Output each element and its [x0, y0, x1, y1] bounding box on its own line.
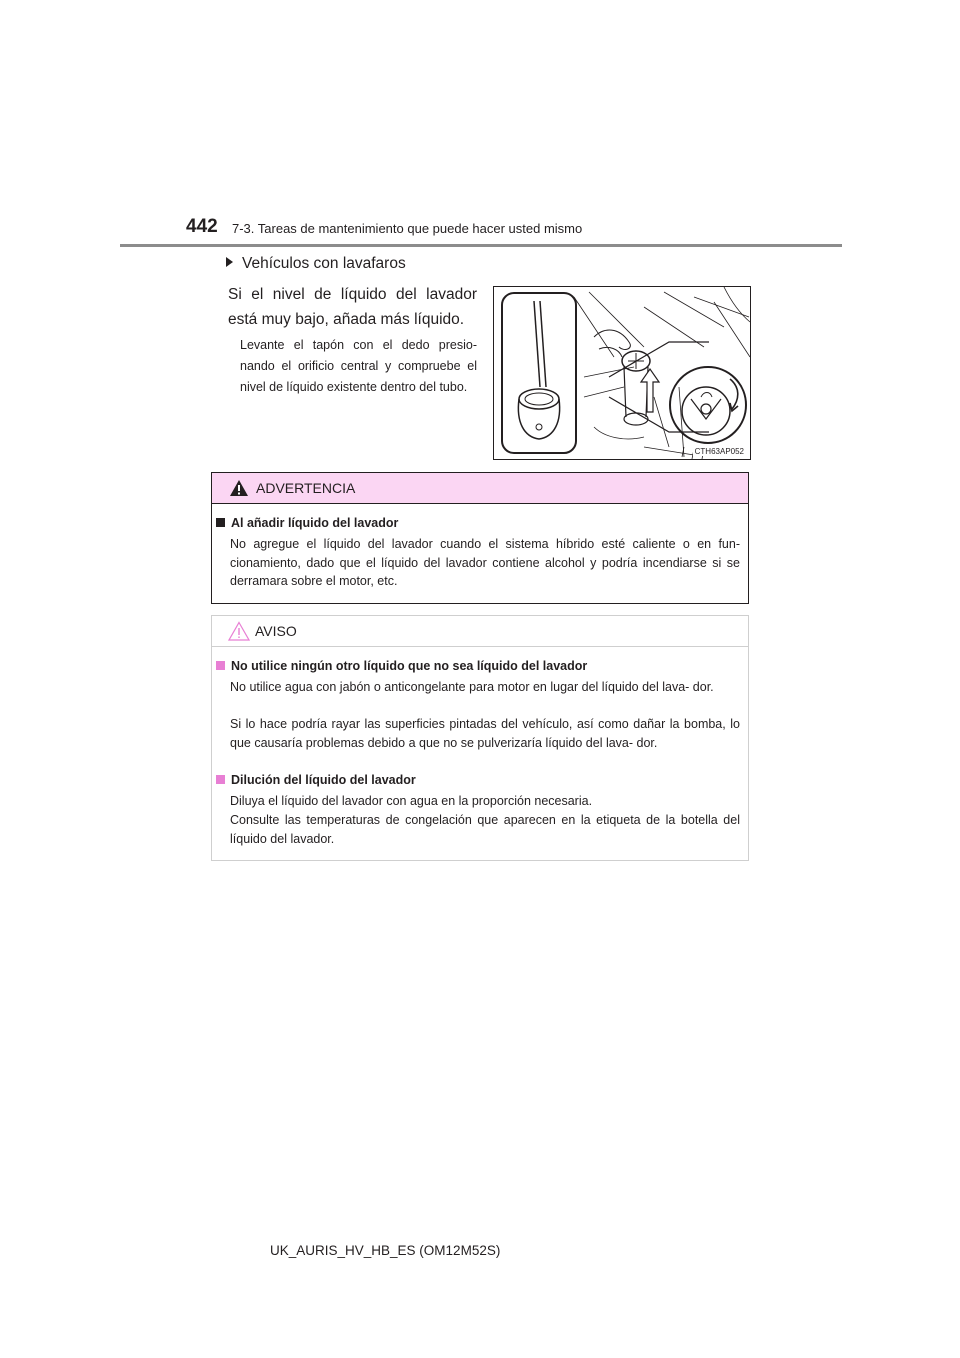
notice-item-title: [216, 773, 416, 787]
header-rule: [120, 244, 842, 247]
triangle-bullet-icon: [226, 257, 233, 267]
figure-code: CTH63AP052: [694, 447, 744, 456]
washer-tank-illustration: [493, 286, 751, 460]
section-header: 7-3. Tareas de mantenimiento que puede hacer usted mismo: [232, 221, 583, 236]
notice-item-body: Diluya el líquido del lavador con agua en la proporción necesaria.: [230, 794, 593, 808]
warning-item-title-text: Al añadir líquido del lavador: [231, 516, 399, 530]
notice-item-title-text: No utilice ningún otro líquido que no sea líquido del lavador: [231, 659, 588, 673]
warning-item-title: [216, 516, 398, 530]
notice-item-body: Consulte las temperaturas de congelación que aparecen en la etiqueta de la botella del líquido del lavador.: [230, 813, 740, 846]
warning-item-body: No agregue el líquido del lavador cuando el sistema híbrido esté caliente o en fun- cionamiento, dado que el líquido del lavador contiene alcohol y podría incendiarse si se derramara sobre el motor, etc.: [230, 537, 740, 588]
caution-triangle-icon: [228, 621, 250, 646]
notice-item-title-text: Dilución del líquido del lavador: [231, 773, 416, 787]
notice-title: AVISO: [255, 623, 297, 639]
subheading: [226, 255, 406, 273]
notice-item-body: Si lo hace podría rayar las superficies pintadas del vehículo, así como dañar la bomba, lo que causaría problemas debido a que no se pulverizaría líquido del lava- dor.: [230, 717, 740, 750]
document-code: UK_AURIS_HV_HB_ES (OM12M52S): [270, 1243, 501, 1258]
square-bullet-icon: [216, 661, 225, 670]
page-number: 442: [186, 216, 218, 237]
warning-title: ADVERTENCIA: [256, 480, 356, 496]
notice-item-body: No utilice agua con jabón o anticongelante para motor en lugar del líquido del lava- dor.: [230, 680, 714, 694]
warning-triangle-icon: [229, 479, 249, 502]
illustration-drawing: [494, 287, 750, 459]
lead-paragraph: Si el nivel de líquido del lavador está muy bajo, añada más líquido.: [228, 286, 477, 328]
square-bullet-icon: [216, 518, 225, 527]
notice-item-title: [216, 659, 587, 673]
instruction-paragraph: Levante el tapón con el dedo presio- nando el orificio central y compruebe el nivel de líquido existente dentro del tubo.: [240, 338, 477, 394]
notice-header: [212, 616, 748, 647]
square-bullet-icon: [216, 775, 225, 784]
subheading-text: Vehículos con lavafaros: [242, 255, 406, 272]
warning-header: [212, 473, 748, 504]
